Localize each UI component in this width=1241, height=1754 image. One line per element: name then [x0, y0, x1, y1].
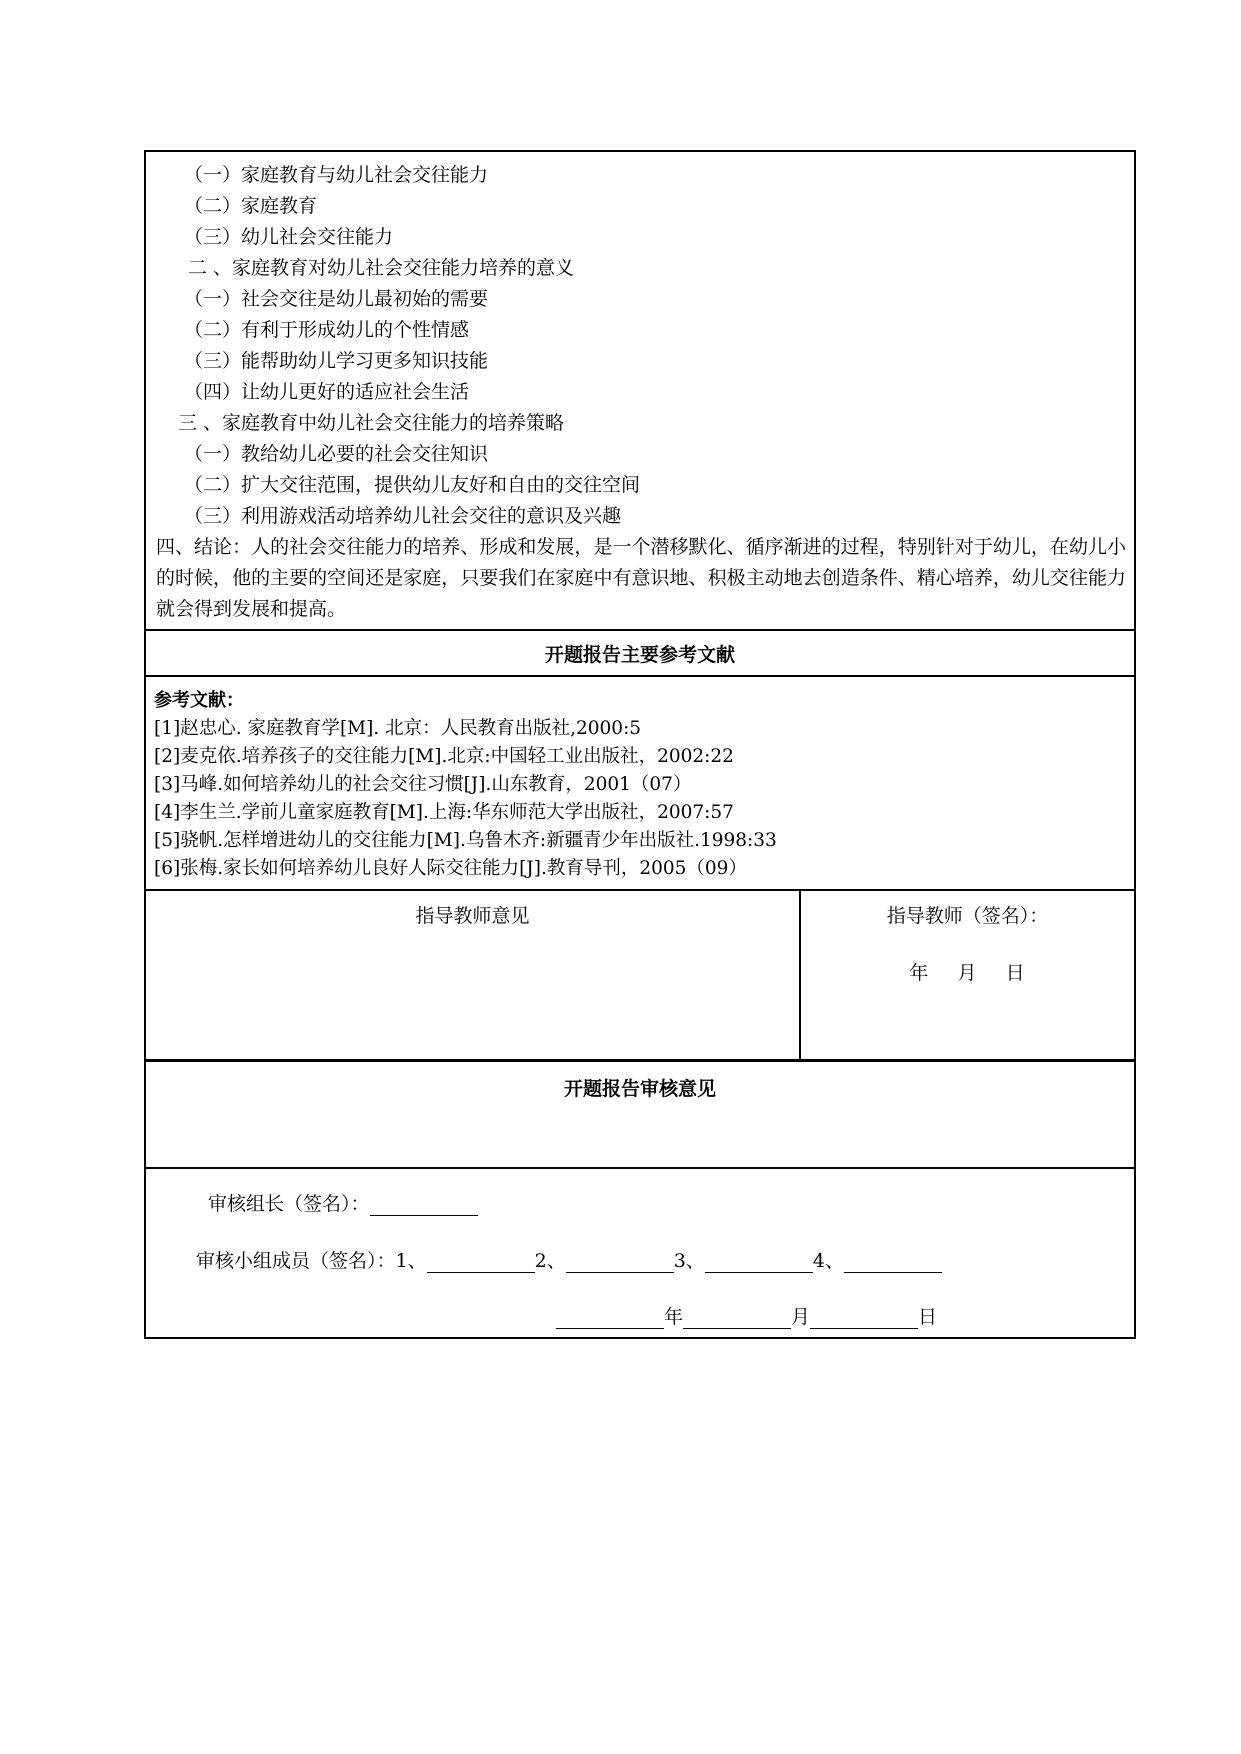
outline-item: （一）社会交往是幼儿最初始的需要 — [184, 288, 489, 310]
member-signature-field-1[interactable] — [427, 1252, 535, 1273]
review-members-line — [196, 1246, 942, 1273]
outline-item: （一）教给幼儿必要的社会交往知识 — [184, 443, 489, 465]
outline-item: （一）家庭教育与幼儿社会交往能力 — [184, 164, 489, 186]
member-number-2: 2、 — [534, 1250, 566, 1272]
advisor-signature-label: 指导教师（签名）： — [886, 905, 1049, 927]
outline-item: （二）家庭教育 — [184, 195, 318, 217]
member-number-4: 4、 — [812, 1250, 844, 1272]
advisor-signature-cell[interactable] — [801, 891, 1134, 1059]
member-number-1: 1、 — [395, 1250, 427, 1272]
advisor-opinion-cell[interactable] — [146, 891, 801, 1059]
reference-item: [5]骁帆.怎样增进幼儿的交往能力[M].乌鲁木齐:新疆青少年出版社.1998:33 — [154, 830, 777, 851]
review-year-label: 年 — [664, 1306, 684, 1328]
outline-item: 三 、家庭教育中幼儿社会交往能力的培养策略 — [178, 412, 565, 434]
review-day-field[interactable] — [810, 1308, 918, 1329]
references-list — [154, 715, 1126, 883]
outline-list — [156, 160, 1126, 532]
outline-item: （二）有利于形成幼儿的个性情感 — [184, 319, 470, 341]
review-section[interactable] — [146, 1059, 1134, 1167]
advisor-section — [146, 889, 1134, 1059]
review-day-label: 日 — [918, 1306, 938, 1328]
review-month-field[interactable] — [683, 1308, 791, 1329]
reference-item: [4]李生兰.学前儿童家庭教育[M].上海:华东师范大学出版社，2007:57 — [154, 802, 734, 823]
reference-item: [1]赵忠心. 家庭教育学[M]. 北京：人民教育出版社,2000:5 — [154, 718, 642, 739]
reference-item: [3]马峰.如何培养幼儿的社会交往习惯[J].山东教育，2001（07） — [154, 774, 692, 795]
reference-item: [6]张梅.家长如何培养幼儿良好人际交往能力[J].教育导刊，2005（09） — [154, 858, 747, 879]
advisor-opinion-label: 指导教师意见 — [415, 905, 530, 927]
reference-item: [2]麦克依.培养孩子的交往能力[M].北京:中国轻工业出版社，2002:22 — [154, 746, 734, 767]
outline-item: 二 、家庭教育对幼儿社会交往能力培养的意义 — [188, 257, 575, 279]
member-signature-field-2[interactable] — [566, 1252, 674, 1273]
review-leader-signature-field[interactable] — [370, 1195, 478, 1216]
review-leader-label: 审核组长（签名）： — [208, 1193, 370, 1215]
conclusion-paragraph: 四、结论：人的社会交往能力的培养、形成和发展，是一个潜移默化、循序渐进的过程，特别针对于幼儿，在幼儿小的时候，他的主要的空间还是家庭，只要我们在家庭中有意识地、积极主动地去创造条件、精心培养，幼儿交往能力就会得到发展和提高。 — [156, 536, 1126, 620]
review-signatures — [146, 1167, 1134, 1337]
references-header: 开题报告主要参考文献 — [146, 629, 1134, 675]
review-year-field[interactable] — [556, 1308, 664, 1329]
member-signature-field-3[interactable] — [705, 1252, 813, 1273]
outline-item: （三）能帮助幼儿学习更多知识技能 — [184, 350, 489, 372]
member-signature-field-4[interactable] — [844, 1252, 942, 1273]
outline-item: （四）让幼儿更好的适应社会生活 — [184, 381, 470, 403]
outline-item: （二）扩大交往范围，提供幼儿友好和自由的交往空间 — [184, 474, 641, 496]
review-header: 开题报告审核意见 — [563, 1078, 716, 1100]
outline-section — [146, 152, 1134, 629]
references-title: 参考文献： — [154, 690, 244, 711]
review-date-line — [556, 1302, 937, 1329]
references-section — [146, 675, 1134, 889]
member-number-3: 3、 — [673, 1250, 705, 1272]
review-month-label: 月 — [791, 1306, 811, 1328]
report-table — [144, 150, 1136, 1339]
outline-item: （三）幼儿社会交往能力 — [184, 226, 394, 248]
advisor-date-label: 年 月 日 — [909, 962, 1026, 984]
review-members-label: 审核小组成员（签名）： — [196, 1250, 396, 1272]
review-leader-line — [208, 1189, 478, 1216]
outline-item: （三）利用游戏活动培养幼儿社会交往的意识及兴趣 — [184, 505, 622, 527]
